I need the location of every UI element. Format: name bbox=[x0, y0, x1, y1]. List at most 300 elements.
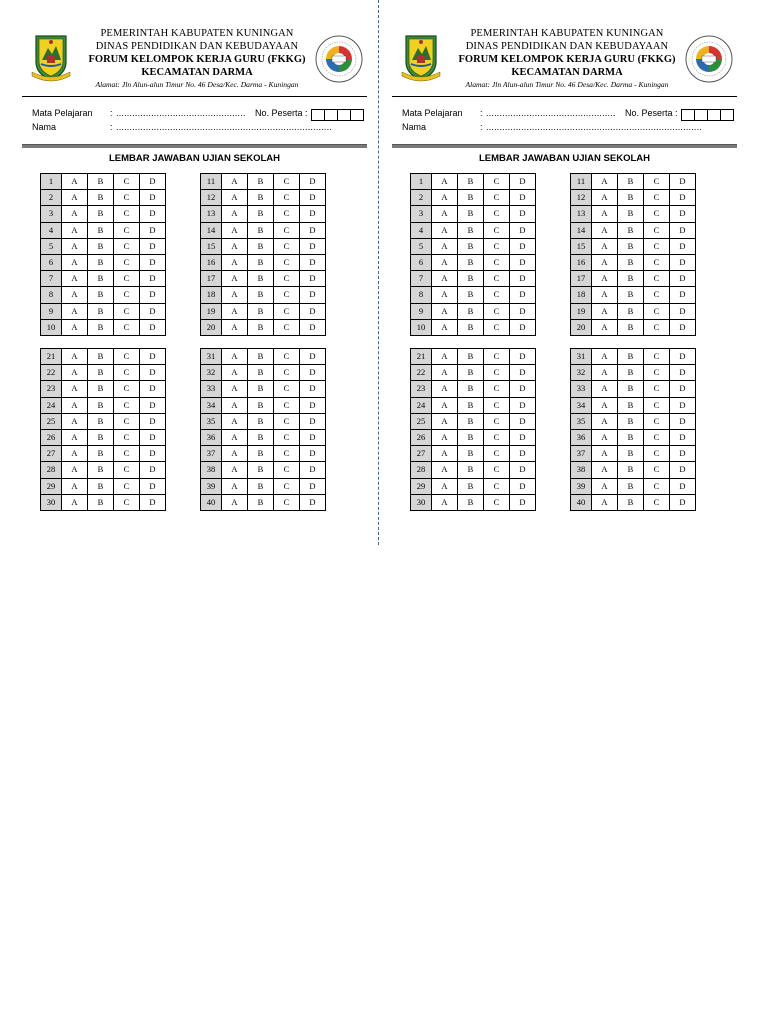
option-b-cell[interactable]: B bbox=[88, 494, 114, 510]
option-c-cell[interactable]: C bbox=[484, 397, 510, 413]
option-c-cell[interactable]: C bbox=[644, 462, 670, 478]
option-b-cell[interactable]: B bbox=[458, 303, 484, 319]
option-d-cell[interactable]: D bbox=[510, 255, 536, 271]
option-b-cell[interactable]: B bbox=[88, 397, 114, 413]
option-b-cell[interactable]: B bbox=[248, 494, 274, 510]
option-d-cell[interactable]: D bbox=[670, 319, 696, 335]
option-b-cell[interactable]: B bbox=[88, 349, 114, 365]
option-c-cell[interactable]: C bbox=[274, 381, 300, 397]
option-d-cell[interactable]: D bbox=[300, 349, 326, 365]
option-c-cell[interactable]: C bbox=[484, 430, 510, 446]
option-c-cell[interactable]: C bbox=[114, 238, 140, 254]
option-d-cell[interactable]: D bbox=[300, 206, 326, 222]
option-a-cell[interactable]: A bbox=[222, 381, 248, 397]
option-d-cell[interactable]: D bbox=[670, 446, 696, 462]
option-d-cell[interactable]: D bbox=[510, 174, 536, 190]
participant-number-boxes[interactable] bbox=[312, 109, 364, 121]
option-a-cell[interactable]: A bbox=[222, 174, 248, 190]
option-b-cell[interactable]: B bbox=[88, 430, 114, 446]
option-b-cell[interactable]: B bbox=[618, 494, 644, 510]
option-d-cell[interactable]: D bbox=[140, 222, 166, 238]
option-c-cell[interactable]: C bbox=[274, 349, 300, 365]
option-b-cell[interactable]: B bbox=[618, 222, 644, 238]
option-a-cell[interactable]: A bbox=[222, 446, 248, 462]
option-a-cell[interactable]: A bbox=[222, 303, 248, 319]
participant-digit-box[interactable] bbox=[311, 109, 325, 121]
option-d-cell[interactable]: D bbox=[300, 397, 326, 413]
option-a-cell[interactable]: A bbox=[62, 190, 88, 206]
option-d-cell[interactable]: D bbox=[510, 190, 536, 206]
option-c-cell[interactable]: C bbox=[484, 381, 510, 397]
option-b-cell[interactable]: B bbox=[618, 190, 644, 206]
option-b-cell[interactable]: B bbox=[88, 319, 114, 335]
option-b-cell[interactable]: B bbox=[88, 222, 114, 238]
option-d-cell[interactable]: D bbox=[510, 271, 536, 287]
option-b-cell[interactable]: B bbox=[618, 413, 644, 429]
option-d-cell[interactable]: D bbox=[510, 238, 536, 254]
option-d-cell[interactable]: D bbox=[510, 303, 536, 319]
option-a-cell[interactable]: A bbox=[592, 365, 618, 381]
option-b-cell[interactable]: B bbox=[88, 255, 114, 271]
option-c-cell[interactable]: C bbox=[644, 255, 670, 271]
option-a-cell[interactable]: A bbox=[222, 365, 248, 381]
option-b-cell[interactable]: B bbox=[88, 303, 114, 319]
option-b-cell[interactable]: B bbox=[618, 462, 644, 478]
option-b-cell[interactable]: B bbox=[458, 190, 484, 206]
option-c-cell[interactable]: C bbox=[114, 174, 140, 190]
option-b-cell[interactable]: B bbox=[248, 190, 274, 206]
option-a-cell[interactable]: A bbox=[432, 190, 458, 206]
option-a-cell[interactable]: A bbox=[592, 174, 618, 190]
option-d-cell[interactable]: D bbox=[510, 446, 536, 462]
option-c-cell[interactable]: C bbox=[114, 255, 140, 271]
option-d-cell[interactable]: D bbox=[140, 271, 166, 287]
option-d-cell[interactable]: D bbox=[670, 271, 696, 287]
option-c-cell[interactable]: C bbox=[274, 174, 300, 190]
option-c-cell[interactable]: C bbox=[484, 238, 510, 254]
option-a-cell[interactable]: A bbox=[222, 190, 248, 206]
option-a-cell[interactable]: A bbox=[432, 430, 458, 446]
option-a-cell[interactable]: A bbox=[62, 381, 88, 397]
option-a-cell[interactable]: A bbox=[432, 365, 458, 381]
option-c-cell[interactable]: C bbox=[274, 319, 300, 335]
subject-dotted-line[interactable]: ................................................ bbox=[486, 108, 616, 118]
option-c-cell[interactable]: C bbox=[644, 381, 670, 397]
option-b-cell[interactable]: B bbox=[618, 430, 644, 446]
option-a-cell[interactable]: A bbox=[432, 319, 458, 335]
option-b-cell[interactable]: B bbox=[248, 271, 274, 287]
option-b-cell[interactable]: B bbox=[618, 287, 644, 303]
option-b-cell[interactable]: B bbox=[458, 287, 484, 303]
option-b-cell[interactable]: B bbox=[248, 206, 274, 222]
option-d-cell[interactable]: D bbox=[300, 365, 326, 381]
option-c-cell[interactable]: C bbox=[114, 462, 140, 478]
option-a-cell[interactable]: A bbox=[222, 397, 248, 413]
option-c-cell[interactable]: C bbox=[644, 271, 670, 287]
option-b-cell[interactable]: B bbox=[248, 413, 274, 429]
option-c-cell[interactable]: C bbox=[274, 446, 300, 462]
option-a-cell[interactable]: A bbox=[62, 174, 88, 190]
option-d-cell[interactable]: D bbox=[670, 478, 696, 494]
option-d-cell[interactable]: D bbox=[510, 349, 536, 365]
option-a-cell[interactable]: A bbox=[222, 462, 248, 478]
option-a-cell[interactable]: A bbox=[592, 222, 618, 238]
option-a-cell[interactable]: A bbox=[222, 478, 248, 494]
option-d-cell[interactable]: D bbox=[300, 319, 326, 335]
option-d-cell[interactable]: D bbox=[300, 174, 326, 190]
option-c-cell[interactable]: C bbox=[484, 222, 510, 238]
option-d-cell[interactable]: D bbox=[670, 222, 696, 238]
name-dotted-line[interactable]: ................................................................................ bbox=[116, 122, 333, 132]
option-b-cell[interactable]: B bbox=[618, 397, 644, 413]
option-d-cell[interactable]: D bbox=[670, 238, 696, 254]
option-b-cell[interactable]: B bbox=[248, 462, 274, 478]
option-b-cell[interactable]: B bbox=[458, 446, 484, 462]
option-b-cell[interactable]: B bbox=[618, 271, 644, 287]
participant-digit-box[interactable] bbox=[694, 109, 708, 121]
option-b-cell[interactable]: B bbox=[458, 413, 484, 429]
option-d-cell[interactable]: D bbox=[510, 222, 536, 238]
option-d-cell[interactable]: D bbox=[670, 287, 696, 303]
option-c-cell[interactable]: C bbox=[114, 381, 140, 397]
option-a-cell[interactable]: A bbox=[592, 255, 618, 271]
option-c-cell[interactable]: C bbox=[274, 494, 300, 510]
option-c-cell[interactable]: C bbox=[644, 413, 670, 429]
option-c-cell[interactable]: C bbox=[484, 174, 510, 190]
option-b-cell[interactable]: B bbox=[88, 238, 114, 254]
option-c-cell[interactable]: C bbox=[114, 287, 140, 303]
option-c-cell[interactable]: C bbox=[274, 222, 300, 238]
option-b-cell[interactable]: B bbox=[248, 238, 274, 254]
option-a-cell[interactable]: A bbox=[592, 349, 618, 365]
option-d-cell[interactable]: D bbox=[140, 413, 166, 429]
option-a-cell[interactable]: A bbox=[592, 190, 618, 206]
option-c-cell[interactable]: C bbox=[484, 446, 510, 462]
option-a-cell[interactable]: A bbox=[222, 319, 248, 335]
option-d-cell[interactable]: D bbox=[300, 478, 326, 494]
option-d-cell[interactable]: D bbox=[670, 206, 696, 222]
option-d-cell[interactable]: D bbox=[670, 397, 696, 413]
option-c-cell[interactable]: C bbox=[274, 397, 300, 413]
option-c-cell[interactable]: C bbox=[274, 255, 300, 271]
option-b-cell[interactable]: B bbox=[618, 303, 644, 319]
option-c-cell[interactable]: C bbox=[644, 287, 670, 303]
option-b-cell[interactable]: B bbox=[458, 430, 484, 446]
option-a-cell[interactable]: A bbox=[432, 413, 458, 429]
option-c-cell[interactable]: C bbox=[644, 222, 670, 238]
option-a-cell[interactable]: A bbox=[592, 462, 618, 478]
option-b-cell[interactable]: B bbox=[248, 430, 274, 446]
option-c-cell[interactable]: C bbox=[114, 206, 140, 222]
option-c-cell[interactable]: C bbox=[114, 222, 140, 238]
option-c-cell[interactable]: C bbox=[644, 174, 670, 190]
option-a-cell[interactable]: A bbox=[592, 478, 618, 494]
participant-digit-box[interactable] bbox=[350, 109, 364, 121]
option-a-cell[interactable]: A bbox=[432, 255, 458, 271]
option-d-cell[interactable]: D bbox=[670, 174, 696, 190]
option-d-cell[interactable]: D bbox=[140, 238, 166, 254]
option-d-cell[interactable]: D bbox=[140, 446, 166, 462]
option-a-cell[interactable]: A bbox=[432, 271, 458, 287]
option-a-cell[interactable]: A bbox=[62, 287, 88, 303]
option-c-cell[interactable]: C bbox=[484, 349, 510, 365]
option-d-cell[interactable]: D bbox=[300, 238, 326, 254]
option-d-cell[interactable]: D bbox=[300, 413, 326, 429]
option-c-cell[interactable]: C bbox=[114, 319, 140, 335]
option-a-cell[interactable]: A bbox=[62, 238, 88, 254]
option-d-cell[interactable]: D bbox=[510, 494, 536, 510]
option-c-cell[interactable]: C bbox=[484, 365, 510, 381]
option-d-cell[interactable]: D bbox=[300, 430, 326, 446]
option-b-cell[interactable]: B bbox=[88, 413, 114, 429]
option-c-cell[interactable]: C bbox=[114, 494, 140, 510]
option-a-cell[interactable]: A bbox=[432, 303, 458, 319]
option-d-cell[interactable]: D bbox=[140, 478, 166, 494]
option-a-cell[interactable]: A bbox=[592, 271, 618, 287]
option-a-cell[interactable]: A bbox=[432, 381, 458, 397]
option-c-cell[interactable]: C bbox=[114, 413, 140, 429]
option-a-cell[interactable]: A bbox=[62, 413, 88, 429]
option-b-cell[interactable]: B bbox=[88, 462, 114, 478]
option-b-cell[interactable]: B bbox=[458, 222, 484, 238]
option-c-cell[interactable]: C bbox=[114, 271, 140, 287]
option-b-cell[interactable]: B bbox=[618, 349, 644, 365]
option-a-cell[interactable]: A bbox=[432, 478, 458, 494]
option-a-cell[interactable]: A bbox=[592, 430, 618, 446]
option-a-cell[interactable]: A bbox=[62, 206, 88, 222]
option-a-cell[interactable]: A bbox=[592, 303, 618, 319]
option-c-cell[interactable]: C bbox=[114, 430, 140, 446]
option-c-cell[interactable]: C bbox=[114, 190, 140, 206]
option-c-cell[interactable]: C bbox=[644, 494, 670, 510]
option-d-cell[interactable]: D bbox=[300, 271, 326, 287]
option-a-cell[interactable]: A bbox=[222, 349, 248, 365]
option-d-cell[interactable]: D bbox=[510, 287, 536, 303]
option-d-cell[interactable]: D bbox=[300, 462, 326, 478]
option-b-cell[interactable]: B bbox=[248, 287, 274, 303]
option-d-cell[interactable]: D bbox=[140, 365, 166, 381]
option-a-cell[interactable]: A bbox=[62, 365, 88, 381]
option-b-cell[interactable]: B bbox=[458, 206, 484, 222]
option-b-cell[interactable]: B bbox=[88, 365, 114, 381]
option-d-cell[interactable]: D bbox=[140, 206, 166, 222]
option-b-cell[interactable]: B bbox=[88, 381, 114, 397]
option-a-cell[interactable]: A bbox=[592, 287, 618, 303]
subject-dotted-line[interactable]: ................................................ bbox=[116, 108, 246, 118]
option-b-cell[interactable]: B bbox=[248, 381, 274, 397]
option-c-cell[interactable]: C bbox=[484, 190, 510, 206]
option-d-cell[interactable]: D bbox=[140, 494, 166, 510]
option-d-cell[interactable]: D bbox=[670, 381, 696, 397]
option-b-cell[interactable]: B bbox=[248, 365, 274, 381]
option-d-cell[interactable]: D bbox=[670, 349, 696, 365]
option-c-cell[interactable]: C bbox=[274, 206, 300, 222]
option-d-cell[interactable]: D bbox=[510, 413, 536, 429]
option-a-cell[interactable]: A bbox=[222, 494, 248, 510]
option-c-cell[interactable]: C bbox=[484, 206, 510, 222]
option-c-cell[interactable]: C bbox=[644, 365, 670, 381]
option-c-cell[interactable]: C bbox=[484, 478, 510, 494]
option-b-cell[interactable]: B bbox=[88, 190, 114, 206]
option-a-cell[interactable]: A bbox=[592, 446, 618, 462]
option-c-cell[interactable]: C bbox=[644, 430, 670, 446]
option-d-cell[interactable]: D bbox=[300, 287, 326, 303]
option-d-cell[interactable]: D bbox=[510, 430, 536, 446]
option-c-cell[interactable]: C bbox=[114, 303, 140, 319]
option-b-cell[interactable]: B bbox=[618, 446, 644, 462]
option-c-cell[interactable]: C bbox=[274, 430, 300, 446]
option-a-cell[interactable]: A bbox=[222, 222, 248, 238]
option-d-cell[interactable]: D bbox=[300, 381, 326, 397]
option-a-cell[interactable]: A bbox=[62, 494, 88, 510]
option-b-cell[interactable]: B bbox=[458, 255, 484, 271]
participant-number-boxes[interactable] bbox=[682, 109, 734, 121]
option-d-cell[interactable]: D bbox=[140, 462, 166, 478]
option-d-cell[interactable]: D bbox=[670, 303, 696, 319]
option-d-cell[interactable]: D bbox=[670, 494, 696, 510]
option-d-cell[interactable]: D bbox=[670, 190, 696, 206]
option-b-cell[interactable]: B bbox=[618, 174, 644, 190]
option-b-cell[interactable]: B bbox=[458, 494, 484, 510]
option-b-cell[interactable]: B bbox=[618, 255, 644, 271]
option-b-cell[interactable]: B bbox=[458, 319, 484, 335]
name-dotted-line[interactable]: ................................................................................ bbox=[486, 122, 703, 132]
option-b-cell[interactable]: B bbox=[458, 462, 484, 478]
option-c-cell[interactable]: C bbox=[114, 478, 140, 494]
option-b-cell[interactable]: B bbox=[248, 349, 274, 365]
option-d-cell[interactable]: D bbox=[510, 319, 536, 335]
option-d-cell[interactable]: D bbox=[510, 478, 536, 494]
option-a-cell[interactable]: A bbox=[62, 478, 88, 494]
option-a-cell[interactable]: A bbox=[222, 238, 248, 254]
option-a-cell[interactable]: A bbox=[592, 319, 618, 335]
option-a-cell[interactable]: A bbox=[62, 222, 88, 238]
option-a-cell[interactable]: A bbox=[432, 446, 458, 462]
option-a-cell[interactable]: A bbox=[222, 287, 248, 303]
option-a-cell[interactable]: A bbox=[62, 397, 88, 413]
option-c-cell[interactable]: C bbox=[484, 303, 510, 319]
option-a-cell[interactable]: A bbox=[592, 206, 618, 222]
option-c-cell[interactable]: C bbox=[484, 287, 510, 303]
option-d-cell[interactable]: D bbox=[300, 255, 326, 271]
option-a-cell[interactable]: A bbox=[62, 430, 88, 446]
participant-digit-box[interactable] bbox=[720, 109, 734, 121]
option-b-cell[interactable]: B bbox=[248, 478, 274, 494]
participant-digit-box[interactable] bbox=[707, 109, 721, 121]
option-d-cell[interactable]: D bbox=[300, 446, 326, 462]
option-c-cell[interactable]: C bbox=[114, 446, 140, 462]
option-d-cell[interactable]: D bbox=[140, 349, 166, 365]
option-c-cell[interactable]: C bbox=[274, 462, 300, 478]
option-a-cell[interactable]: A bbox=[222, 206, 248, 222]
option-b-cell[interactable]: B bbox=[248, 319, 274, 335]
option-c-cell[interactable]: C bbox=[644, 303, 670, 319]
option-c-cell[interactable]: C bbox=[644, 349, 670, 365]
option-b-cell[interactable]: B bbox=[618, 478, 644, 494]
option-b-cell[interactable]: B bbox=[618, 238, 644, 254]
option-d-cell[interactable]: D bbox=[140, 381, 166, 397]
option-b-cell[interactable]: B bbox=[618, 365, 644, 381]
option-b-cell[interactable]: B bbox=[618, 206, 644, 222]
option-c-cell[interactable]: C bbox=[274, 271, 300, 287]
option-a-cell[interactable]: A bbox=[62, 446, 88, 462]
option-c-cell[interactable]: C bbox=[484, 319, 510, 335]
option-b-cell[interactable]: B bbox=[618, 381, 644, 397]
option-d-cell[interactable]: D bbox=[670, 430, 696, 446]
option-d-cell[interactable]: D bbox=[300, 303, 326, 319]
option-a-cell[interactable]: A bbox=[432, 462, 458, 478]
option-a-cell[interactable]: A bbox=[432, 222, 458, 238]
option-c-cell[interactable]: C bbox=[484, 271, 510, 287]
option-c-cell[interactable]: C bbox=[484, 255, 510, 271]
option-b-cell[interactable]: B bbox=[458, 478, 484, 494]
option-a-cell[interactable]: A bbox=[592, 397, 618, 413]
option-d-cell[interactable]: D bbox=[510, 462, 536, 478]
option-a-cell[interactable]: A bbox=[62, 319, 88, 335]
option-a-cell[interactable]: A bbox=[62, 349, 88, 365]
option-b-cell[interactable]: B bbox=[248, 397, 274, 413]
option-a-cell[interactable]: A bbox=[432, 494, 458, 510]
option-b-cell[interactable]: B bbox=[618, 319, 644, 335]
option-d-cell[interactable]: D bbox=[140, 319, 166, 335]
option-a-cell[interactable]: A bbox=[62, 271, 88, 287]
option-d-cell[interactable]: D bbox=[300, 190, 326, 206]
option-b-cell[interactable]: B bbox=[88, 206, 114, 222]
option-a-cell[interactable]: A bbox=[222, 271, 248, 287]
option-b-cell[interactable]: B bbox=[458, 397, 484, 413]
option-b-cell[interactable]: B bbox=[248, 255, 274, 271]
option-d-cell[interactable]: D bbox=[510, 365, 536, 381]
option-c-cell[interactable]: C bbox=[114, 365, 140, 381]
option-a-cell[interactable]: A bbox=[222, 413, 248, 429]
option-a-cell[interactable]: A bbox=[432, 206, 458, 222]
option-b-cell[interactable]: B bbox=[88, 287, 114, 303]
option-b-cell[interactable]: B bbox=[88, 174, 114, 190]
option-a-cell[interactable]: A bbox=[222, 430, 248, 446]
option-d-cell[interactable]: D bbox=[510, 206, 536, 222]
option-d-cell[interactable]: D bbox=[140, 303, 166, 319]
option-b-cell[interactable]: B bbox=[248, 303, 274, 319]
option-d-cell[interactable]: D bbox=[670, 365, 696, 381]
option-a-cell[interactable]: A bbox=[592, 494, 618, 510]
option-d-cell[interactable]: D bbox=[140, 190, 166, 206]
option-c-cell[interactable]: C bbox=[644, 446, 670, 462]
option-d-cell[interactable]: D bbox=[140, 174, 166, 190]
option-c-cell[interactable]: C bbox=[114, 397, 140, 413]
option-a-cell[interactable]: A bbox=[432, 349, 458, 365]
option-b-cell[interactable]: B bbox=[248, 446, 274, 462]
option-b-cell[interactable]: B bbox=[88, 271, 114, 287]
option-d-cell[interactable]: D bbox=[140, 287, 166, 303]
option-b-cell[interactable]: B bbox=[458, 365, 484, 381]
option-d-cell[interactable]: D bbox=[510, 397, 536, 413]
option-d-cell[interactable]: D bbox=[670, 413, 696, 429]
option-a-cell[interactable]: A bbox=[592, 413, 618, 429]
option-b-cell[interactable]: B bbox=[458, 349, 484, 365]
option-a-cell[interactable]: A bbox=[62, 303, 88, 319]
option-a-cell[interactable]: A bbox=[62, 255, 88, 271]
option-c-cell[interactable]: C bbox=[484, 462, 510, 478]
option-c-cell[interactable]: C bbox=[644, 319, 670, 335]
option-b-cell[interactable]: B bbox=[88, 478, 114, 494]
option-a-cell[interactable]: A bbox=[432, 397, 458, 413]
participant-digit-box[interactable] bbox=[681, 109, 695, 121]
option-c-cell[interactable]: C bbox=[274, 238, 300, 254]
option-c-cell[interactable]: C bbox=[274, 413, 300, 429]
option-b-cell[interactable]: B bbox=[458, 238, 484, 254]
option-d-cell[interactable]: D bbox=[670, 255, 696, 271]
option-b-cell[interactable]: B bbox=[248, 174, 274, 190]
